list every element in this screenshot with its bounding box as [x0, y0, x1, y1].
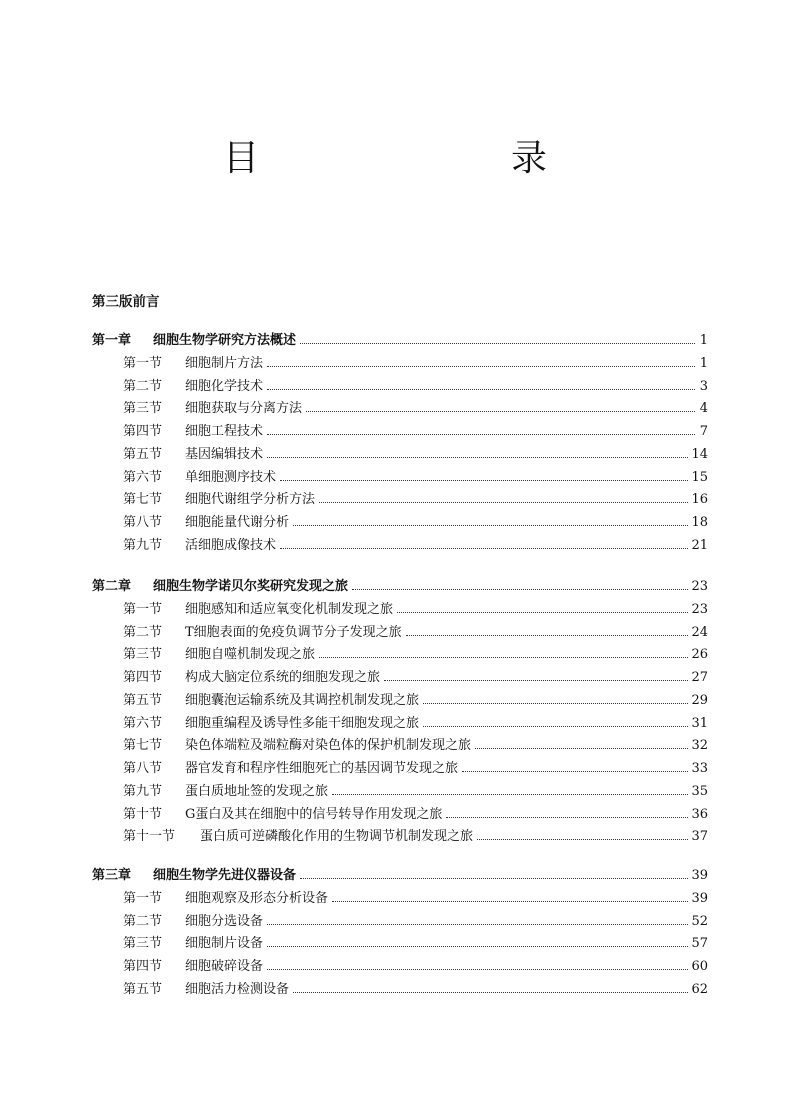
page-number: 23: [691, 601, 708, 617]
toc-section-entry[interactable]: [92, 780, 708, 803]
section-title: 细胞代谢组学分析方法: [185, 492, 316, 508]
section-number: 第八节: [123, 515, 163, 530]
page-number: 23: [691, 579, 708, 594]
chapter-number: 第二章: [92, 579, 132, 594]
dot-leader: [267, 365, 695, 367]
dot-leader: [267, 923, 688, 925]
section-number: 第九节: [123, 783, 163, 799]
section-title: 细胞获取与分离方法: [185, 401, 303, 417]
toc-section-entry[interactable]: [92, 621, 708, 644]
section-title: T细胞表面的免疫负调节分子发现之旅: [185, 624, 402, 640]
section-number: 第五节: [123, 981, 163, 997]
page-number: 60: [691, 959, 708, 974]
toc-section-entry[interactable]: [92, 598, 708, 621]
dot-leader: [267, 945, 688, 947]
section-title: 细胞囊泡运输系统及其调控机制发现之旅: [185, 692, 420, 708]
section-title: 细胞能量代谢分析: [185, 515, 290, 530]
dot-leader: [406, 634, 689, 636]
section-number: 第七节: [123, 492, 163, 508]
toc-section-entry[interactable]: [92, 643, 708, 666]
dot-leader: [332, 793, 688, 795]
toc-section-entry[interactable]: [92, 803, 708, 826]
dot-leader: [267, 433, 695, 435]
section-title: 器官发育和程序性细胞死亡的基因调节发现之旅: [185, 761, 459, 776]
section-number: 第八节: [123, 761, 163, 776]
section-title: 细胞工程技术: [185, 424, 264, 439]
page-number: 32: [691, 738, 708, 754]
section-title: 细胞观察及形态分析设备: [185, 890, 329, 906]
section-title: 单细胞测序技术: [185, 469, 277, 485]
section-number: 第十一节: [123, 829, 176, 845]
toc-section-entry[interactable]: [92, 910, 708, 933]
page-number: 4: [699, 401, 708, 417]
section-number: 第四节: [123, 670, 163, 685]
toc-chapter-entry[interactable]: [92, 575, 708, 598]
page-number: 36: [691, 806, 708, 822]
dot-leader: [332, 900, 688, 902]
dot-leader: [280, 479, 688, 481]
chapter-number: 第三章: [92, 868, 132, 883]
section-number: 第十节: [123, 806, 163, 822]
page-number: 37: [691, 829, 708, 845]
chapter-title: 细胞生物学诺贝尔奖研究发现之旅: [153, 579, 349, 594]
section-number: 第一节: [123, 355, 163, 371]
page-number: 16: [691, 492, 708, 508]
section-number: 第一节: [123, 601, 163, 617]
section-title: 细胞化学技术: [185, 378, 264, 394]
toc-section-entry[interactable]: [92, 420, 708, 443]
page-number: 7: [699, 424, 708, 439]
page-number: 15: [691, 469, 708, 485]
page-number: 26: [691, 647, 708, 663]
toc-chapter-entry[interactable]: [92, 329, 708, 352]
section-title: 细胞破碎设备: [185, 959, 264, 974]
toc-chapter-entry[interactable]: [92, 864, 708, 887]
toc-section-entry[interactable]: [92, 666, 708, 689]
dot-leader: [446, 816, 688, 818]
dot-leader: [352, 588, 688, 590]
page-number: 21: [691, 537, 708, 553]
section-title: 细胞重编程及诱导性多能干细胞发现之旅: [185, 715, 420, 731]
section-title: 细胞制片设备: [185, 936, 264, 952]
section-number: 第三节: [123, 647, 163, 663]
section-number: 第二节: [123, 913, 163, 929]
section-title: 细胞感知和适应氧变化机制发现之旅: [185, 601, 394, 617]
section-title: 蛋白质地址签的发现之旅: [185, 783, 329, 799]
section-number: 第六节: [123, 715, 163, 731]
toc-section-entry[interactable]: [92, 488, 708, 511]
dot-leader: [267, 968, 688, 970]
dot-leader: [267, 388, 695, 390]
page-number: 39: [691, 868, 708, 883]
section-title: 构成大脑定位系统的细胞发现之旅: [185, 670, 381, 685]
toc-section-entry[interactable]: [92, 511, 708, 534]
section-title: 染色体端粒及端粒酶对染色体的保护机制发现之旅: [185, 738, 472, 754]
toc-section-entry[interactable]: [92, 955, 708, 978]
dot-leader: [267, 456, 688, 458]
chapter-3-block: [92, 864, 708, 1001]
section-number: 第七节: [123, 738, 163, 754]
toc-section-entry[interactable]: [92, 443, 708, 466]
section-title: 基因编辑技术: [185, 446, 264, 462]
toc-section-entry[interactable]: [92, 534, 708, 557]
toc-section-entry[interactable]: [92, 825, 708, 848]
page-number: 52: [691, 913, 708, 929]
page-number: 33: [691, 761, 708, 776]
dot-leader: [306, 410, 695, 412]
section-number: 第九节: [123, 537, 163, 553]
dot-leader: [280, 547, 688, 549]
toc-section-entry[interactable]: [92, 734, 708, 757]
dot-leader: [319, 656, 688, 658]
toc-section-entry[interactable]: [92, 397, 708, 420]
dot-leader: [462, 770, 688, 772]
dot-leader: [397, 611, 688, 613]
page-number: 31: [691, 715, 708, 731]
page-number: 27: [691, 670, 708, 685]
toc-section-entry[interactable]: [92, 712, 708, 735]
section-title: 细胞自噬机制发现之旅: [185, 647, 316, 663]
page-number: 57: [691, 936, 708, 952]
toc-section-entry[interactable]: [92, 689, 708, 712]
page-number: 1: [699, 355, 708, 371]
toc-section-entry[interactable]: [92, 466, 708, 489]
section-number: 第三节: [123, 401, 163, 417]
section-number: 第五节: [123, 692, 163, 708]
page-number: 14: [691, 446, 708, 462]
section-number: 第二节: [123, 624, 163, 640]
page-number: 35: [691, 783, 708, 799]
section-number: 第五节: [123, 446, 163, 462]
section-number: 第一节: [123, 890, 163, 906]
section-number: 第三节: [123, 936, 163, 952]
dot-leader: [300, 342, 695, 344]
section-number: 第六节: [123, 469, 163, 485]
page-number: 18: [691, 515, 708, 530]
chapter-title: 细胞生物学先进仪器设备: [153, 868, 297, 883]
dot-leader: [293, 524, 688, 526]
toc-section-entry[interactable]: [92, 932, 708, 955]
dot-leader: [423, 702, 688, 704]
dot-leader: [319, 501, 688, 503]
page-number: 1: [699, 333, 708, 348]
section-number: 第四节: [123, 959, 163, 974]
section-title: 蛋白质可逆磷酸化作用的生物调节机制发现之旅: [200, 829, 474, 845]
toc-section-entry[interactable]: [92, 757, 708, 780]
toc-section-entry[interactable]: [92, 352, 708, 375]
section-title: 活细胞成像技术: [185, 537, 277, 553]
dot-leader: [423, 725, 688, 727]
section-number: 第四节: [123, 424, 163, 439]
page-title: 目 录: [222, 138, 607, 179]
section-title: G蛋白及其在细胞中的信号转导作用发现之旅: [185, 806, 443, 822]
dot-leader: [475, 747, 688, 749]
dot-leader: [293, 991, 688, 993]
toc-section-entry[interactable]: [92, 978, 708, 1001]
chapter-2-block: [92, 575, 708, 848]
chapter-title: 细胞生物学研究方法概述: [153, 333, 297, 348]
page-number: 3: [699, 378, 708, 394]
section-title: 细胞分选设备: [185, 913, 264, 929]
section-number: 第二节: [123, 378, 163, 394]
page-number: 62: [691, 981, 708, 997]
preface-entry[interactable]: 第三版前言: [92, 294, 160, 310]
dot-leader: [477, 838, 688, 840]
dot-leader: [384, 679, 688, 681]
page-number: 24: [691, 624, 708, 640]
dot-leader: [300, 877, 688, 879]
section-title: 细胞制片方法: [185, 355, 264, 371]
section-title: 细胞活力检测设备: [185, 981, 290, 997]
page-number: 29: [691, 692, 708, 708]
toc-section-entry[interactable]: [92, 375, 708, 398]
page-number: 39: [691, 890, 708, 906]
chapter-number: 第一章: [92, 333, 132, 348]
toc-section-entry[interactable]: [92, 887, 708, 910]
chapter-1-block: [92, 329, 708, 557]
